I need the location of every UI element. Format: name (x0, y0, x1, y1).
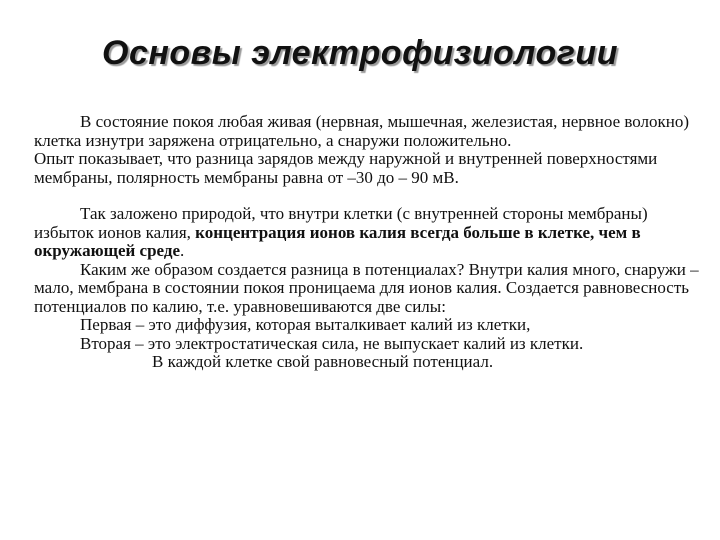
paragraph-first-force: Первая – это диффузия, которая выталкивает калий из клетки, (80, 315, 531, 334)
potassium-concentration-emphasis: концентрация ионов калия всегда больше в клетке, чем в окружающей среде (34, 222, 641, 260)
paragraph-membrane-polarity: Опыт показывает, что разница зарядов между наружной и внутренней поверхностями мембраны, полярность мембраны равна от –30 до – 90 мВ. (34, 149, 658, 187)
potassium-text-end: . (180, 241, 185, 260)
slide-title: Основы электрофизиологии (102, 34, 618, 72)
paragraph-potassium-excess (34, 205, 710, 261)
paragraph-potential-difference: Каким же образом создается разница в потенциалах? Внутри калия много, снаружи – мало, мембрана в состоянии покоя проницаема для ионов калия. Создается равновесность потенциалов по калию, т.е. уравновешиваются две силы: (34, 259, 699, 316)
paragraph-rest-state: В состояние покоя любая живая (нервная, мышечная, железистая, нервное волокно) клетка изнутри заряжена отрицательно, а снаружи положительно. (34, 112, 690, 150)
paragraph-equilibrium-potential: В каждой клетке свой равновесный потенциал. (152, 352, 494, 371)
slide-body (34, 113, 710, 372)
paragraph-second-force: Вторая – это электростатическая сила, не выпускает калий из клетки. (80, 333, 584, 353)
potassium-text-start: Так заложено природой, что внутри клетки (с внутренней стороны мембраны) избыток ионов калия, (34, 204, 648, 242)
